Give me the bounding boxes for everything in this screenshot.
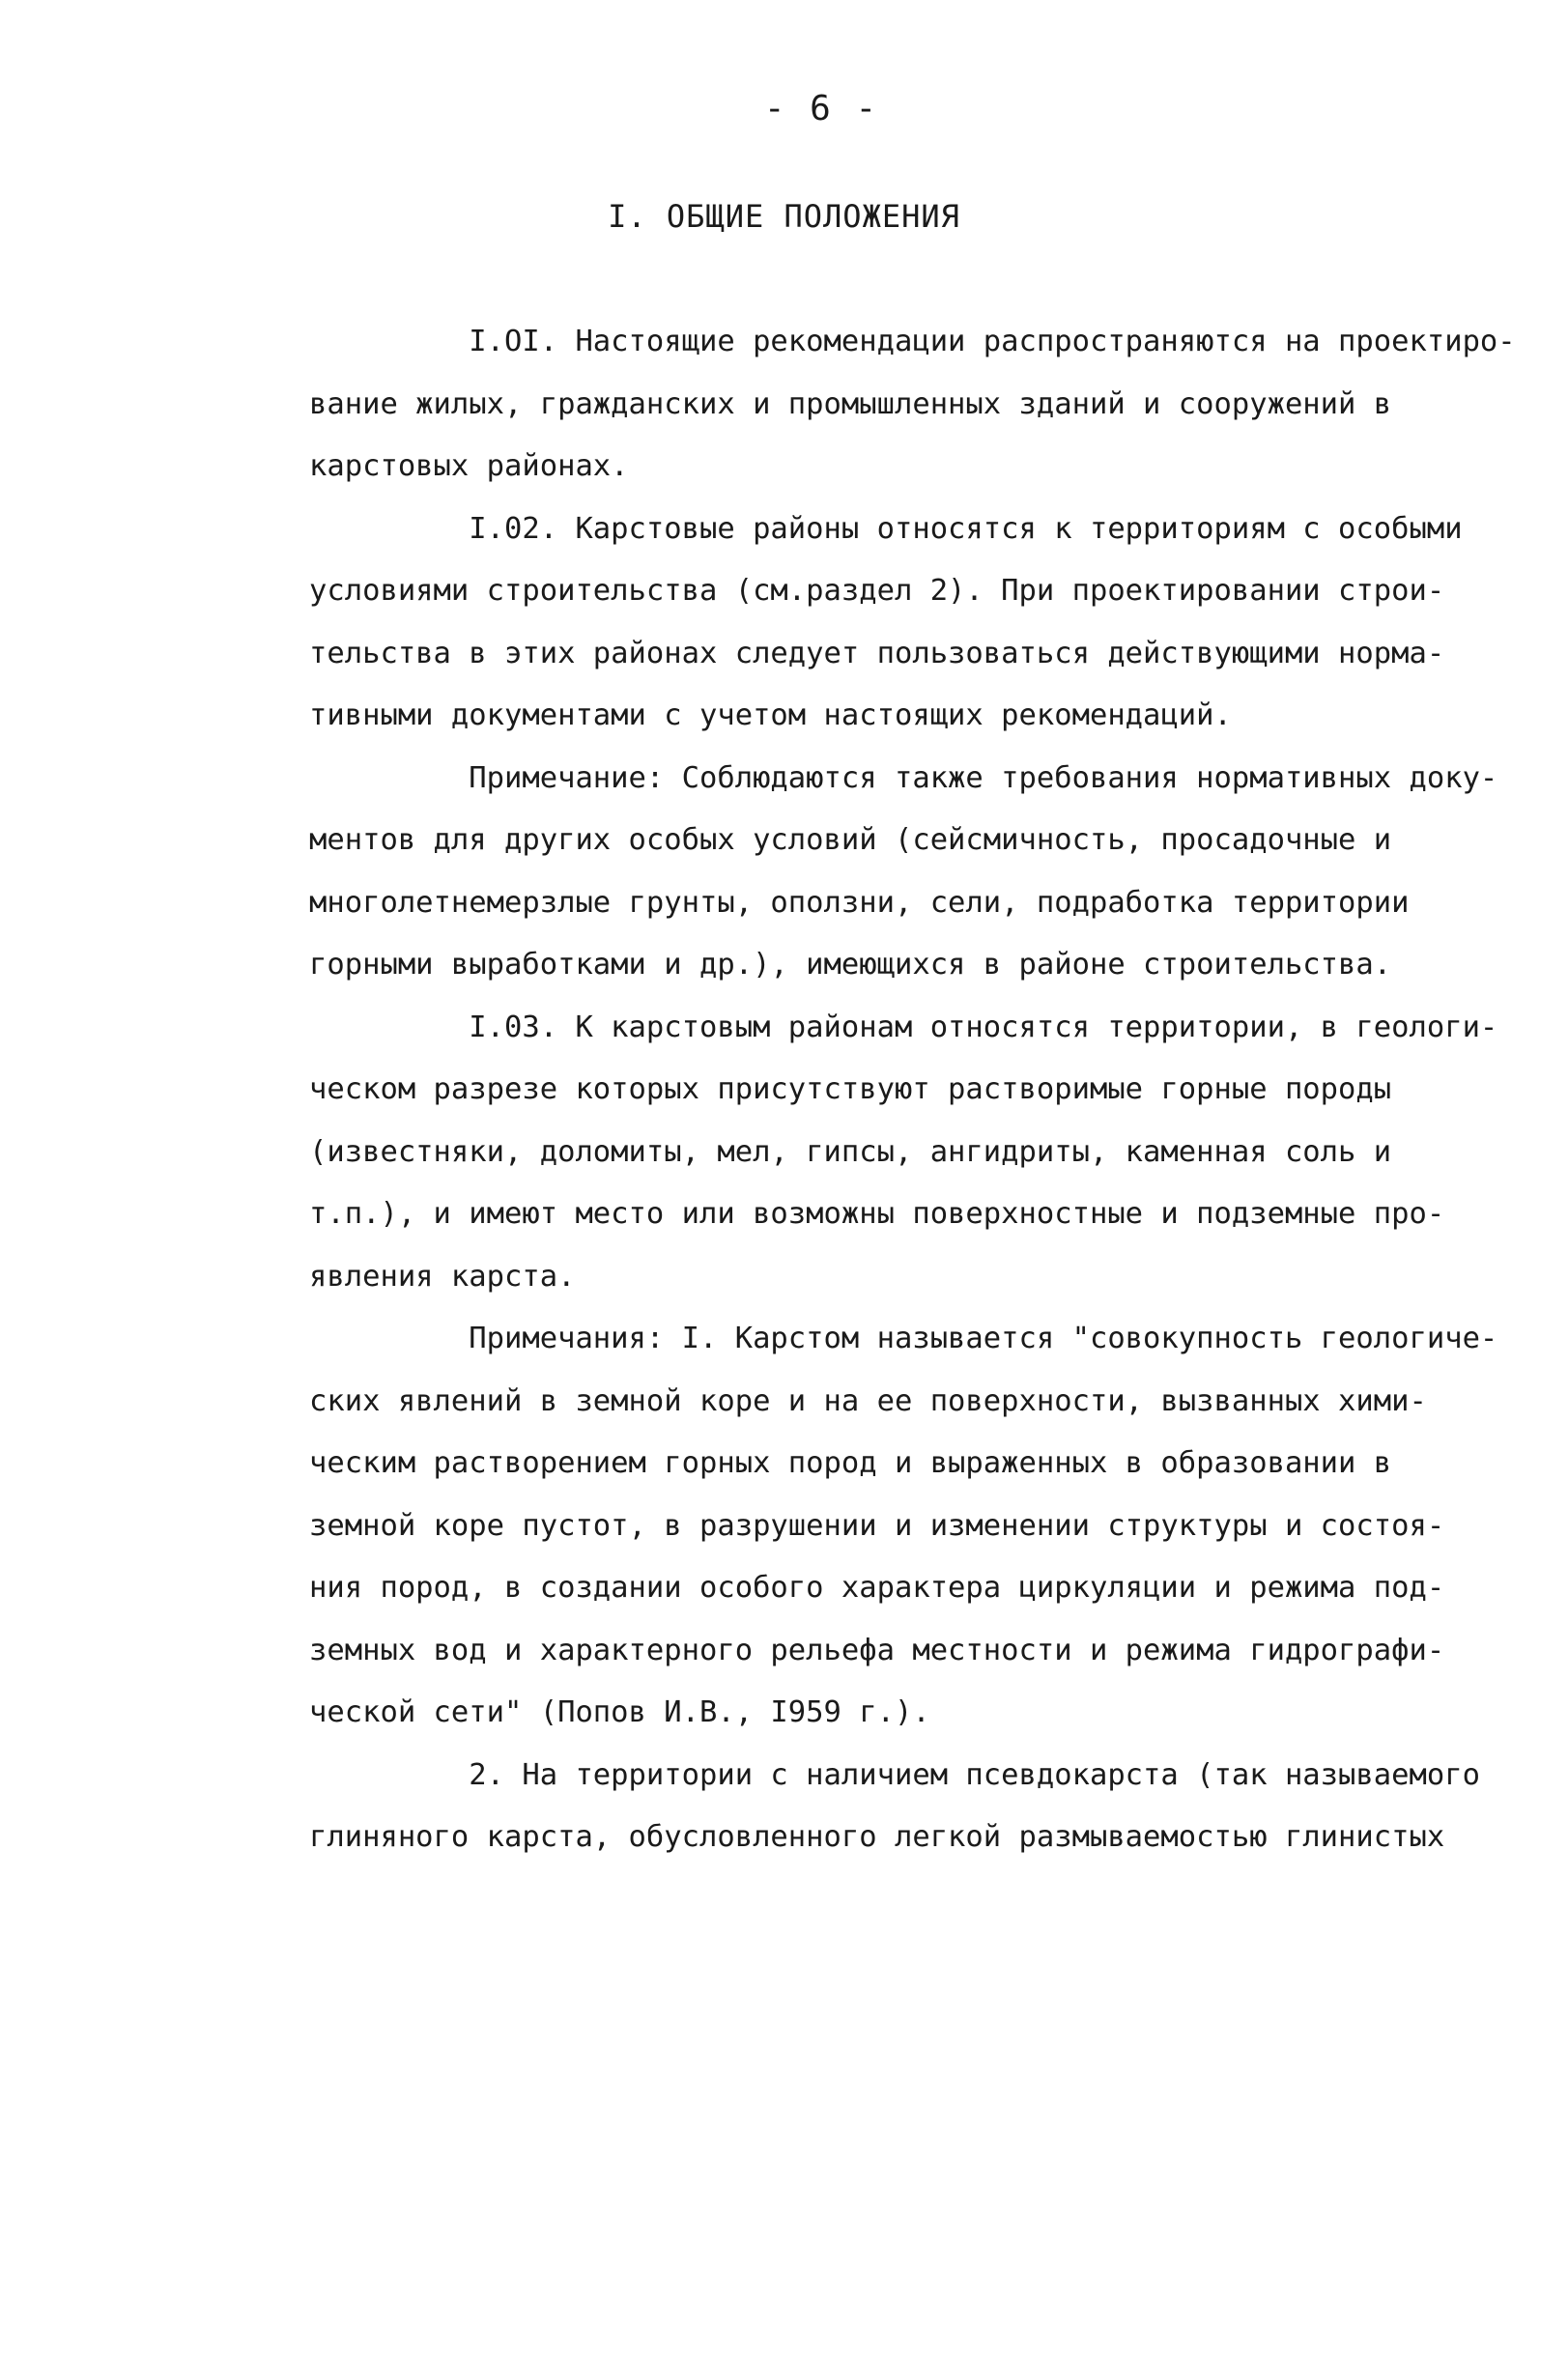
text-line: ческой сети" (Попов И.В., I959 г.). (309, 1695, 930, 1729)
text-line: I.02. Карстовые районы относятся к территориям с особыми (309, 511, 1463, 546)
text-line: явления карста. (309, 1259, 576, 1294)
text-line: ческом разрезе которых присутствуют растворимые горные породы (309, 1072, 1392, 1106)
text-line: условиями строительства (см.раздел 2). При проектировании строи- (309, 574, 1445, 608)
text-line: ческим растворением горных пород и выраженных в образовании в (309, 1446, 1392, 1480)
text-line: (известняки, доломиты, мел, гипсы, ангидриты, каменная соль и (309, 1134, 1392, 1169)
text-line: карстовых районах. (309, 449, 629, 483)
section-title: I. ОБЩИЕ ПОЛОЖЕНИЯ (608, 198, 960, 235)
text-line: I.03. К карстовым районам относятся территории, в геологи- (309, 1010, 1498, 1044)
text-line: тивными документами с учетом настоящих рекомендаций. (309, 698, 1232, 732)
body-text (309, 311, 1526, 1869)
text-line: ских явлений в земной коре и на ее поверхности, вызванных хими- (309, 1383, 1427, 1418)
text-line: земной коре пустот, в разрушении и изменении структуры и состоя- (309, 1508, 1445, 1543)
text-line: ния пород, в создании особого характера циркуляции и режима под- (309, 1571, 1445, 1605)
text-line: вание жилых, гражданских и промышленных зданий и сооружений в (309, 386, 1392, 421)
text-line: ментов для других особых условий (сейсмичность, просадочные и (309, 823, 1392, 857)
text-line: Примечания: I. Карстом называется "совокупность геологиче- (309, 1322, 1498, 1355)
text-line: I.OI. Настоящие рекомендации распространяются на проектиро- (309, 325, 1516, 358)
page-number: - 6 - (763, 89, 879, 128)
text-line: 2. На территории с наличием псевдокарста (так называемого (309, 1757, 1480, 1792)
text-line: т.п.), и имеют место или возможны поверхностные и подземные про- (309, 1197, 1445, 1231)
text-line: многолетнемерзлые грунты, оползни, сели, подработка территории (309, 885, 1410, 920)
text-line: земных вод и характерного рельефа местности и режима гидрографи- (309, 1633, 1445, 1667)
text-line: глиняного карста, обусловленного легкой размываемостью глинистых (309, 1820, 1445, 1854)
text-line: горными выработками и др.), имеющихся в районе строительства. (309, 948, 1392, 982)
text-line: тельства в этих районах следует пользоваться действующими норма- (309, 636, 1445, 670)
text-line: Примечание: Соблюдаются также требования нормативных доку- (309, 760, 1498, 795)
